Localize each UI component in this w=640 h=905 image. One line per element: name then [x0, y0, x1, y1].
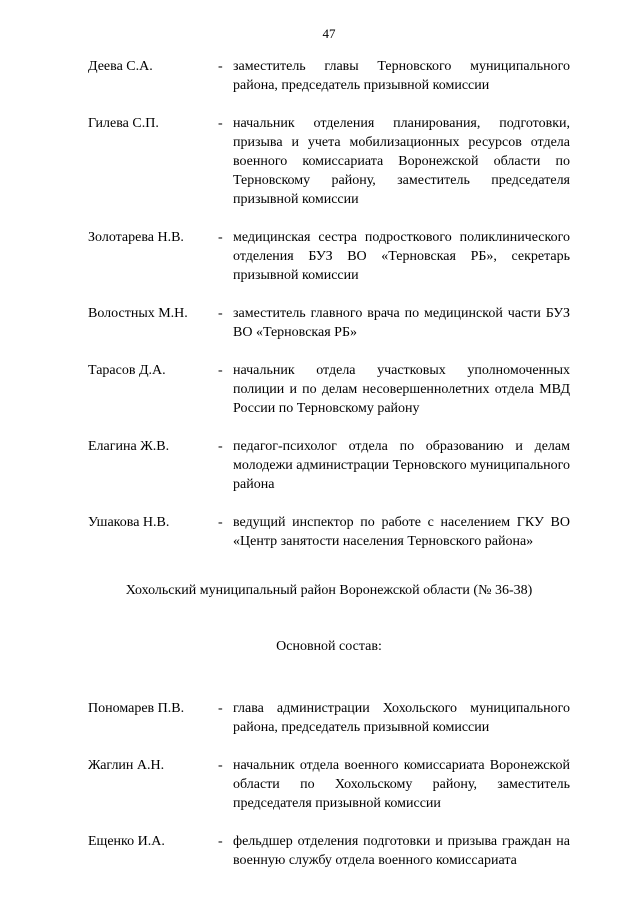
dash-separator: -	[218, 306, 223, 321]
member-name: Ещенко И.А.	[88, 834, 165, 849]
member-role: заместитель главы Терновского муниципального района, председатель призывной комиссии	[233, 59, 570, 93]
commission-member-row	[88, 114, 570, 209]
dash-separator: -	[218, 363, 223, 378]
member-role: начальник отдела военного комиссариата Воронежской области по Хохольскому району, заместитель председателя призывной комиссии	[233, 758, 570, 811]
commission-member-row	[88, 57, 570, 95]
dash-separator: -	[218, 758, 223, 773]
member-name: Золотарева Н.В.	[88, 230, 184, 245]
commission-member-row	[88, 756, 570, 813]
member-role: начальник отделения планирования, подготовки, призыва и учета мобилизационных ресурсов отдела военного комиссариата Воронежской области по Терновскому району, заместитель председателя призывной комиссии	[233, 116, 570, 207]
member-role: педагог-психолог отдела по образованию и делам молодежи администрации Терновского муниципального района	[233, 439, 570, 492]
dash-separator: -	[218, 515, 223, 530]
dash-separator: -	[218, 439, 223, 454]
dash-separator: -	[218, 834, 223, 849]
dash-separator: -	[218, 230, 223, 245]
ternovsky-commission-list	[88, 57, 570, 551]
commission-member-row	[88, 228, 570, 285]
member-name: Гилева С.П.	[88, 116, 159, 131]
commission-member-row	[88, 437, 570, 494]
member-role: заместитель главного врача по медицинской части БУЗ ВО «Терновская РБ»	[233, 306, 570, 340]
page-number: 47	[322, 26, 336, 41]
dash-separator: -	[218, 701, 223, 716]
khokholsky-commission-list	[88, 699, 570, 870]
member-name: Жаглин А.Н.	[88, 758, 165, 773]
dash-separator: -	[218, 116, 223, 131]
commission-member-row	[88, 832, 570, 870]
member-name: Деева С.А.	[88, 59, 153, 74]
member-role: фельдшер отделения подготовки и призыва граждан на военную службу отдела военного комиссариата	[233, 834, 570, 868]
section-heading: Хохольский муниципальный район Воронежской области (№ 36-38)	[125, 583, 533, 598]
commission-member-row	[88, 304, 570, 342]
member-name: Ушакова Н.В.	[88, 515, 170, 530]
member-role: ведущий инспектор по работе с населением ГКУ ВО «Центр занятости населения Терновского района»	[233, 515, 570, 549]
member-name: Волостных М.Н.	[88, 306, 188, 321]
member-role: медицинская сестра подросткового поликлинического отделения БУЗ ВО «Терновская РБ», секретарь призывной комиссии	[233, 230, 570, 283]
section-subheading: Основной состав:	[276, 639, 382, 654]
member-role: глава администрации Хохольского муниципального района, председатель призывной комиссии	[233, 701, 570, 735]
dash-separator: -	[218, 59, 223, 74]
member-name: Елагина Ж.В.	[88, 439, 170, 454]
commission-member-row	[88, 361, 570, 418]
commission-member-row	[88, 699, 570, 737]
member-role: начальник отдела участковых уполномоченных полиции и по делам несовершеннолетних отдела МВД России по Терновскому району	[233, 363, 570, 416]
commission-member-row	[88, 513, 570, 551]
member-name: Пономарев П.В.	[88, 701, 185, 716]
member-name: Тарасов Д.А.	[88, 363, 166, 378]
